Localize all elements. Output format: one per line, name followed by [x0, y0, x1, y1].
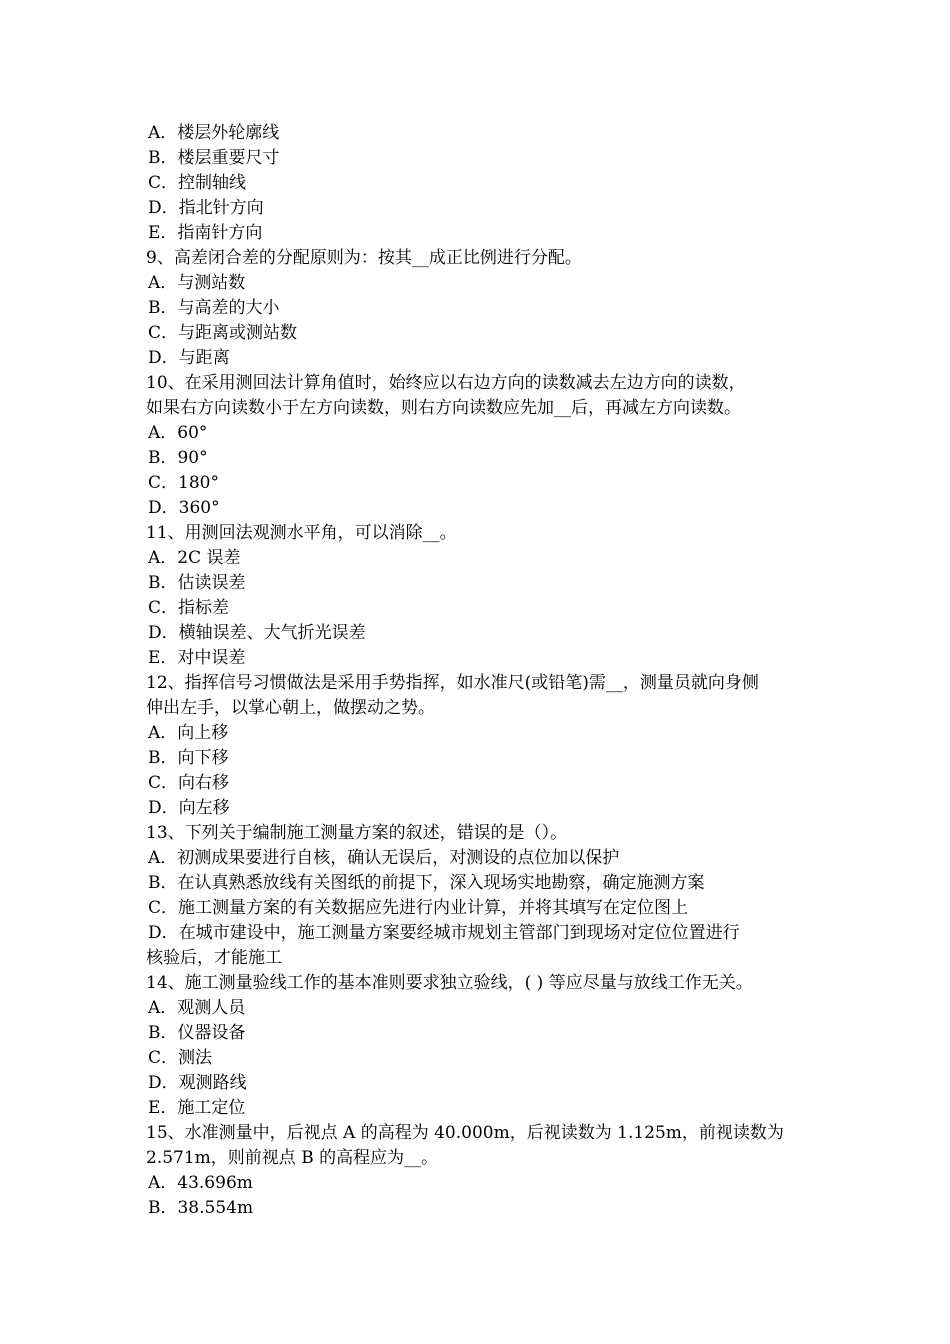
- answer-option: B．与高差的大小: [148, 298, 280, 318]
- answer-option: C．向右移: [148, 773, 230, 793]
- answer-option: C．与距离或测站数: [148, 323, 298, 343]
- document-body: [146, 121, 816, 1221]
- answer-option: D．横轴误差、大气折光误差: [148, 623, 366, 643]
- question-text: 11、用测回法观测水平角，可以消除__。: [146, 523, 457, 543]
- answer-option: A．43.696m: [148, 1173, 253, 1193]
- question-text: 伸出左手，以掌心朝上，做摆动之势。: [146, 698, 435, 718]
- answer-option: B．楼层重要尺寸: [148, 148, 280, 168]
- answer-option: B．向下移: [148, 748, 229, 768]
- question-text: 14、施工测量验线工作的基本准则要求独立验线，( ) 等应尽量与放线工作无关。: [146, 973, 753, 993]
- answer-option: B．38.554m: [148, 1198, 254, 1218]
- answer-option: A．观测人员: [148, 998, 246, 1018]
- question-text: 如果右方向读数小于左方向读数，则右方向读数应先加__后，再减左方向读数。: [146, 398, 741, 418]
- question-text: 13、下列关于编制施工测量方案的叙述，错误的是（）。: [146, 823, 568, 843]
- question-text: 15、水准测量中，后视点 A 的高程为 40.000m，后视读数为 1.125m，前视读数为: [146, 1123, 784, 1143]
- answer-option: E．对中误差: [148, 648, 246, 668]
- answer-option: B．仪器设备: [148, 1023, 246, 1043]
- answer-option: D．向左移: [148, 798, 230, 818]
- question-text: 12、指挥信号习惯做法是采用手势指挥，如水准尺(或铅笔)需__，测量员就向身侧: [146, 673, 759, 693]
- question-text: 9、高差闭合差的分配原则为：按其__成正比例进行分配。: [146, 248, 582, 268]
- document-page: [146, 121, 816, 1221]
- answer-option: B．90°: [148, 448, 208, 468]
- answer-option: D．观测路线: [148, 1073, 247, 1093]
- question-text: 10、在采用测回法计算角值时，始终应以右边方向的读数减去左边方向的读数，: [146, 373, 746, 393]
- answer-option: E．指南针方向: [148, 223, 263, 243]
- answer-option: D．指北针方向: [148, 198, 264, 218]
- answer-option: A．60°: [148, 423, 208, 443]
- answer-option: B．估读误差: [148, 573, 246, 593]
- answer-option: A．楼层外轮廓线: [148, 123, 280, 143]
- answer-option: C．测法: [148, 1048, 213, 1068]
- answer-option: A．初测成果要进行自核，确认无误后，对测设的点位加以保护: [148, 848, 620, 868]
- question-text: 核验后，才能施工: [146, 948, 282, 968]
- answer-option: B．在认真熟悉放线有关图纸的前提下，深入现场实地勘察，确定施测方案: [148, 873, 705, 893]
- answer-option: C．指标差: [148, 598, 230, 618]
- answer-option: C．控制轴线: [148, 173, 247, 193]
- answer-option: D．360°: [148, 498, 220, 518]
- answer-option: A．与测站数: [148, 273, 246, 293]
- answer-option: C．施工测量方案的有关数据应先进行内业计算，并将其填写在定位图上: [148, 898, 689, 918]
- answer-option: A．2C 误差: [148, 548, 241, 568]
- answer-option: E．施工定位: [148, 1098, 246, 1118]
- answer-option: D．与距离: [148, 348, 230, 368]
- question-text: 2.571m，则前视点 B 的高程应为__。: [146, 1148, 439, 1168]
- answer-option: C．180°: [148, 473, 219, 493]
- answer-option: A．向上移: [148, 723, 229, 743]
- answer-option: D．在城市建设中，施工测量方案要经城市规划主管部门到现场对定位位置进行: [148, 923, 740, 943]
